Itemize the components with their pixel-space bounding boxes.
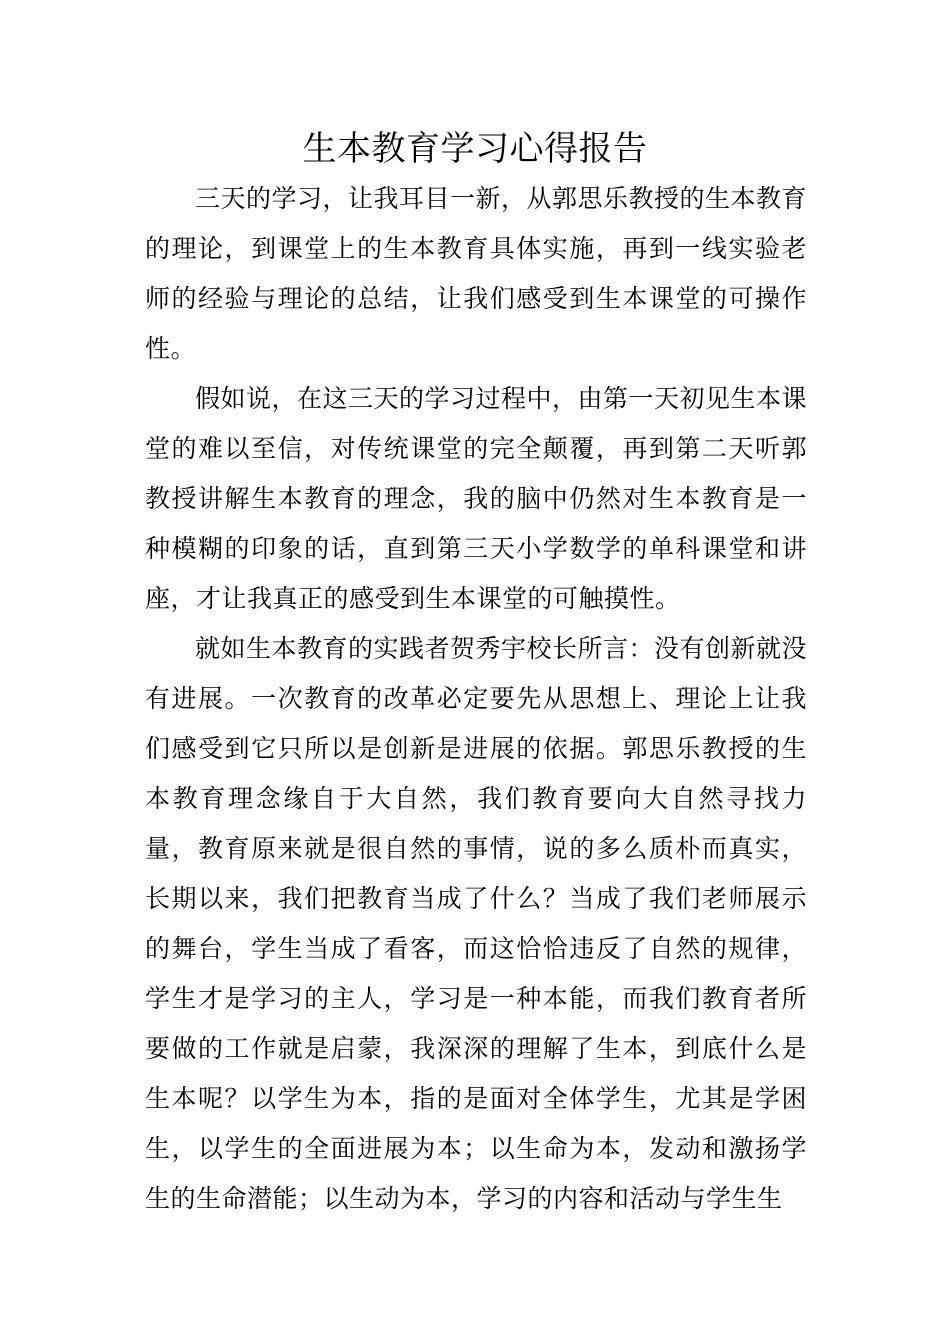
paragraph-1: 三天的学习，让我耳目一新，从郭思乐教授的生本教育的理论，到课堂上的生本教育具体实施，再到一线实验老师的经验与理论的总结，让我们感受到生本课堂的可操作性。 [145,184,808,363]
paragraph-3: 就如生本教育的实践者贺秀宇校长所言：没有创新就没有进展。一次教育的改革必定要先从思想上、理论上让我们感受到它只所以是创新是进展的依据。郭思乐教授的生本教育理念缘自于大自然，我们教育要向大自然寻找力量，教育原来就是很自然的事情，说的多么质朴而真实，长期以来，我们把教育当成了什么？当成了我们老师展示的舞台，学生当成了看客，而这恰恰违反了自然的规律，学生才是学习的主人，学习是一种本能，而我们教育者所要做的工作就是启蒙，我深深的理解了生本，到底什么是生本呢？以学生为本，指的是面对全体学生，尤其是学困生，以学生的全面进展为本；以生命为本，发动和激扬学生的生命潜能；以生动为本，学习的内容和活动与学生生 [145,634,808,1213]
document-title: 生本教育学习心得报告 [302,129,648,169]
document-body [145,174,807,1224]
paragraph-2: 假如说，在这三天的学习过程中，由第一天初见生本课堂的难以至信，对传统课堂的完全颠覆，再到第二天听郭教授讲解生本教育的理念，我的脑中仍然对生本教育是一种模糊的印象的话，直到第三天小学数学的单科课堂和讲座，才让我真正的感受到生本课堂的可触摸性。 [145,384,808,613]
